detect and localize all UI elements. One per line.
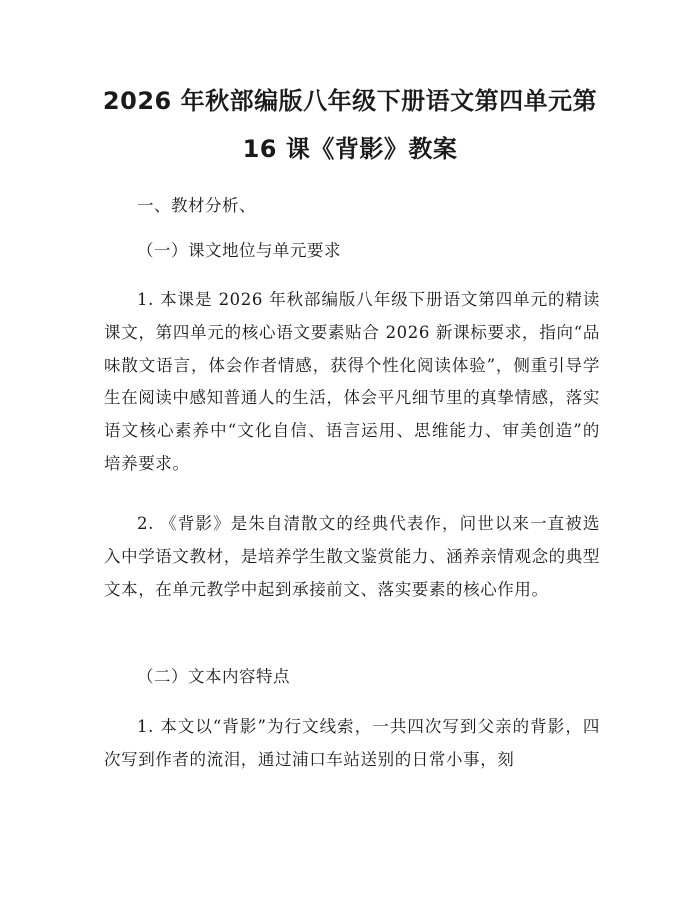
document-title-line-1: 2026 年秋部编版八年级下册语文第四单元第 [102, 87, 598, 115]
document-title-line-2: 16 课《背影》教案 [242, 135, 458, 163]
subsection-heading-lesson-position: （一）课文地位与单元要求 [137, 241, 341, 260]
paragraph-3: 1. 本文以“背影”为行文线索，一共四次写到父亲的背影，四次写到作者的流泪，通过浦口车站送别的日常小事，刻 [104, 717, 600, 769]
paragraph-2: 2. 《背影》是朱自清散文的经典代表作，问世以来一直被选入中学语文教材，是培养学生散文鉴赏能力、涵养亲情观念的典型文本，在单元教学中起到承接前文、落实要素的核心作用。 [104, 514, 600, 599]
paragraph-1: 1. 本课是 2026 年秋部编版八年级下册语文第四单元的精读课文，第四单元的核心语文要素贴合 2026 新课标要求，指向“品味散文语言，体会作者情感，获得个性化阅读体验”，侧重引导学生在阅读中感知普通人的生活，体会平凡细节里的真挚情感，落实语文核心素养中“文化自信、语言运用、思维能力、审美创造”的培养要求。 [104, 290, 600, 473]
subsection-heading-text-features: （二）文本内容特点 [137, 667, 290, 686]
section-heading-textbook-analysis: 一、教材分析、 [137, 196, 256, 215]
